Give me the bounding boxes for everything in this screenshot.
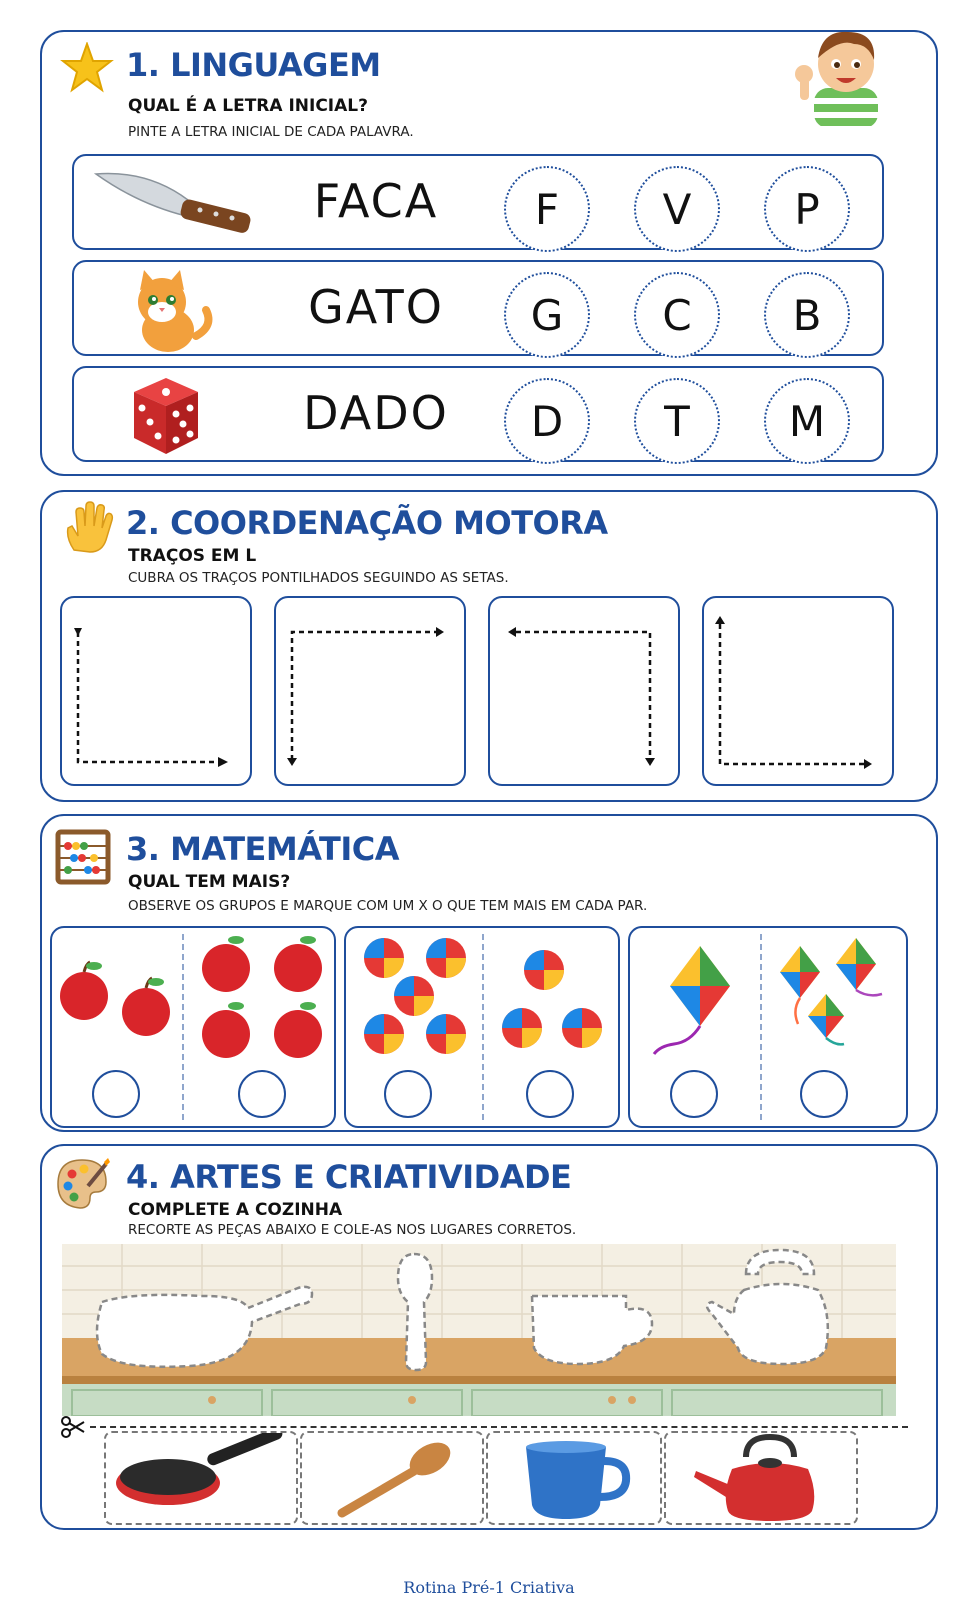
ball-icon xyxy=(364,1014,404,1054)
footer-brand: Rotina Pré-1 Criativa xyxy=(403,1578,575,1597)
word-row-gato xyxy=(72,260,884,356)
l-trace-up-right[interactable] xyxy=(704,598,892,784)
kite-icon xyxy=(654,946,730,1054)
l-trace-left-down[interactable] xyxy=(490,598,678,784)
section-matematica xyxy=(40,814,938,1132)
apple-group-right xyxy=(186,934,336,1064)
section-artes xyxy=(40,1144,938,1530)
cat-icon xyxy=(104,266,254,354)
kettle-icon xyxy=(666,1433,856,1523)
compare-pair-apples xyxy=(50,926,336,1128)
pair-divider xyxy=(760,934,762,1120)
ball-icon xyxy=(502,1008,542,1048)
knife-icon xyxy=(88,160,258,246)
l-trace-down-right[interactable] xyxy=(62,598,250,784)
compare-pair-balls xyxy=(344,926,620,1128)
kite-icon xyxy=(836,938,882,995)
section-instruction: OBSERVE OS GRUPOS E MARQUE COM UM X O QUE TEM MAIS EM CADA PAR. xyxy=(128,898,648,914)
section-coordenacao-motora xyxy=(40,490,938,802)
letter-option[interactable]: P xyxy=(764,166,850,252)
apple-icon xyxy=(274,936,322,992)
cutout-piece[interactable] xyxy=(486,1431,662,1525)
answer-circle-right[interactable] xyxy=(238,1070,286,1118)
word-label: FACA xyxy=(313,174,439,228)
cutout-piece[interactable] xyxy=(664,1431,858,1525)
apple-icon xyxy=(274,1002,322,1058)
ball-icon xyxy=(426,1014,466,1054)
apple-icon xyxy=(202,936,250,992)
apple-group-left xyxy=(52,938,182,1058)
ball-icon xyxy=(394,976,434,1016)
answer-circle-right[interactable] xyxy=(526,1070,574,1118)
letter-option[interactable]: B xyxy=(764,272,850,358)
pair-divider xyxy=(182,934,184,1120)
kitchen-scene xyxy=(62,1244,896,1416)
answer-circle-left[interactable] xyxy=(92,1070,140,1118)
boy-waving-icon xyxy=(784,16,894,126)
spoon-icon xyxy=(302,1433,482,1523)
ball-group-left xyxy=(350,934,480,1064)
letter-option[interactable]: M xyxy=(764,378,850,464)
section-instruction: RECORTE AS PEÇAS ABAIXO E COLE-AS NOS LUGARES CORRETOS. xyxy=(128,1222,577,1238)
cutout-piece[interactable] xyxy=(300,1431,484,1525)
trace-box[interactable] xyxy=(702,596,894,786)
compare-pair-kites xyxy=(628,926,908,1128)
trace-box[interactable] xyxy=(60,596,252,786)
l-trace-right-down[interactable] xyxy=(276,598,464,784)
apple-icon xyxy=(122,978,170,1036)
ball-icon xyxy=(562,1008,602,1048)
section-title: 2. COORDENAÇÃO MOTORA xyxy=(126,504,608,542)
ball-icon xyxy=(524,950,564,990)
section-subtitle: QUAL TEM MAIS? xyxy=(128,872,291,892)
scissors-icon xyxy=(60,1416,86,1438)
cut-line xyxy=(90,1426,908,1428)
ball-icon xyxy=(426,938,466,978)
letter-option[interactable]: V xyxy=(634,166,720,252)
answer-circle-right[interactable] xyxy=(800,1070,848,1118)
word-row-dado xyxy=(72,366,884,462)
section-instruction: PINTE A LETRA INICIAL DE CADA PALAVRA. xyxy=(128,124,414,140)
section-title: 3. MATEMÁTICA xyxy=(126,830,399,868)
section-title: 4. ARTES E CRIATIVIDADE xyxy=(126,1158,572,1196)
letter-option[interactable]: T xyxy=(634,378,720,464)
kite-group-right xyxy=(764,932,910,1068)
section-linguagem xyxy=(40,30,938,476)
ball-group-right xyxy=(488,934,618,1064)
cutout-piece[interactable] xyxy=(104,1431,298,1525)
word-label: DADO xyxy=(303,386,449,440)
section-subtitle: COMPLETE A COZINHA xyxy=(128,1200,343,1220)
ball-icon xyxy=(364,938,404,978)
frying-pan-icon xyxy=(106,1433,296,1523)
letter-option[interactable]: C xyxy=(634,272,720,358)
word-label: GATO xyxy=(308,280,444,334)
trace-box[interactable] xyxy=(274,596,466,786)
apple-icon xyxy=(60,962,108,1020)
section-title: 1. LINGUAGEM xyxy=(126,46,381,84)
letter-option[interactable]: D xyxy=(504,378,590,464)
hand-icon xyxy=(60,500,116,556)
apple-icon xyxy=(202,1002,250,1058)
section-subtitle: QUAL É A LETRA INICIAL? xyxy=(128,96,368,116)
section-subtitle: TRAÇOS EM L xyxy=(128,546,257,566)
answer-circle-left[interactable] xyxy=(670,1070,718,1118)
star-icon xyxy=(60,42,114,94)
word-row-faca xyxy=(72,154,884,250)
trace-box[interactable] xyxy=(488,596,680,786)
kite-group-left xyxy=(630,932,756,1068)
abacus-icon xyxy=(54,828,112,886)
pair-divider xyxy=(482,934,484,1120)
letter-option[interactable]: G xyxy=(504,272,590,358)
dice-icon xyxy=(114,372,264,460)
cup-icon xyxy=(488,1433,660,1523)
kite-icon xyxy=(808,994,844,1044)
section-instruction: CUBRA OS TRAÇOS PONTILHADOS SEGUINDO AS SETAS. xyxy=(128,570,509,586)
palette-icon xyxy=(54,1156,110,1212)
answer-circle-left[interactable] xyxy=(384,1070,432,1118)
letter-option[interactable]: F xyxy=(504,166,590,252)
